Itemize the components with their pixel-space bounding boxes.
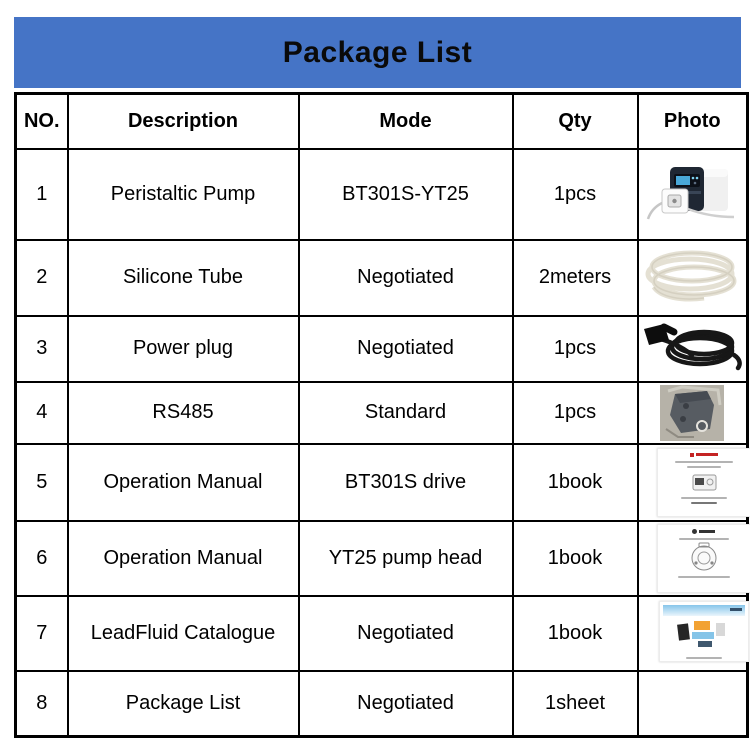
cell-no: 8 [16,671,68,737]
table-row [16,671,748,737]
cell-no: 7 [16,596,68,671]
pump-drawing-icon [689,471,719,493]
cell-no: 4 [16,382,68,444]
cell-description: Operation Manual [68,521,299,596]
table-row [16,521,748,596]
cell-qty: 1book [513,521,638,596]
page-title: Package List [282,35,473,69]
catalogue-collage [678,621,730,649]
cell-qty: 1pcs [513,382,638,444]
cell-qty: 1book [513,444,638,521]
column-header-description: Description [68,94,299,149]
rs485-connector-photo [660,385,724,441]
column-header-no: NO. [16,94,68,149]
catalogue-sky-banner [663,605,746,616]
column-header-qty: Qty [513,94,638,149]
cell-mode: Standard [299,382,513,444]
cell-photo [638,316,748,382]
cell-mode: Negotiated [299,316,513,382]
cell-description: Silicone Tube [68,240,299,316]
cell-qty: 1book [513,596,638,671]
pump-head-drawing-icon [687,542,721,572]
table-row [16,316,748,382]
cell-description: RS485 [68,382,299,444]
leadfluid-catalogue-photo [659,601,750,662]
cell-photo [638,444,748,521]
table-row [16,149,748,240]
silicone-tube-photo [640,241,744,309]
power-plug-photo [640,317,744,375]
cell-no: 3 [16,316,68,382]
operation-manual-yt25-photo [657,524,750,593]
cell-description: LeadFluid Catalogue [68,596,299,671]
cell-no: 5 [16,444,68,521]
table-row [16,444,748,521]
cell-photo-empty [638,671,748,737]
cell-qty: 1pcs [513,316,638,382]
cell-mode: Negotiated [299,240,513,316]
cell-photo [638,149,748,240]
cell-qty: 1sheet [513,671,638,737]
cell-no: 2 [16,240,68,316]
cell-description: Power plug [68,316,299,382]
cell-mode: BT301S-YT25 [299,149,513,240]
cell-mode: Negotiated [299,596,513,671]
cell-description: Package List [68,671,299,737]
cell-mode: YT25 pump head [299,521,513,596]
cell-qty: 2meters [513,240,638,316]
table-row [16,382,748,444]
operation-manual-bt301s-photo [657,448,750,517]
cell-photo [638,521,748,596]
table-row [16,596,748,671]
package-table [14,92,749,738]
cell-description: Operation Manual [68,444,299,521]
cell-mode: BT301S drive [299,444,513,521]
cell-photo [638,240,748,316]
column-header-mode: Mode [299,94,513,149]
cell-qty: 1pcs [513,149,638,240]
leadfluid-logo-icon [690,453,718,457]
cell-no: 6 [16,521,68,596]
title-banner [14,17,741,88]
cell-photo [638,382,748,444]
peristaltic-pump-photo [642,151,742,231]
cell-no: 1 [16,149,68,240]
manual-logo-icon [692,529,715,534]
cell-mode: Negotiated [299,671,513,737]
column-header-photo: Photo [638,94,748,149]
cell-photo [638,596,748,671]
cell-description: Peristaltic Pump [68,149,299,240]
table-row [16,240,748,316]
header-row [16,94,748,149]
